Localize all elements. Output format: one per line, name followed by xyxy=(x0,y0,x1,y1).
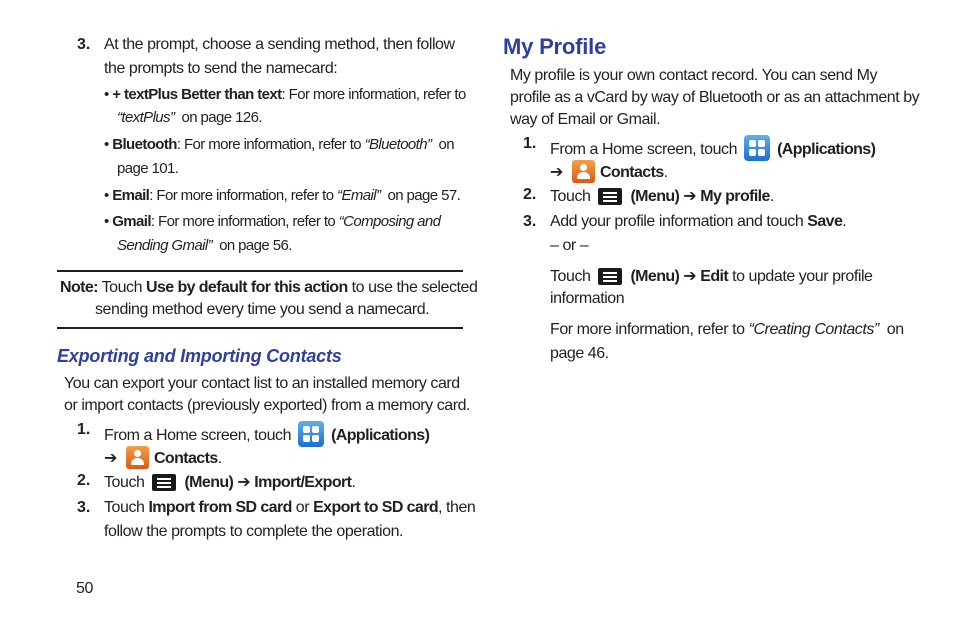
page-reference: page 46. xyxy=(550,345,609,362)
step-text: At the prompt, choose a sending method, then follow xyxy=(104,36,455,53)
bullet: • xyxy=(104,213,109,230)
bullet-text: : For more information, refer to xyxy=(149,187,338,204)
step-text: to update your profile xyxy=(728,268,873,285)
option-import: Import from SD card xyxy=(148,499,292,516)
step-text: For more information, refer to xyxy=(550,321,749,338)
step-line xyxy=(550,135,875,161)
intro-text: or import contacts (previously exported) from a memory card. xyxy=(64,397,471,414)
step-line xyxy=(104,499,475,517)
step-line xyxy=(104,421,429,447)
step-text: information xyxy=(550,290,625,307)
menu-option: My profile xyxy=(700,188,770,205)
page-reference: on page 126. xyxy=(181,109,262,126)
menu-key-icon[interactable] xyxy=(152,474,176,491)
cross-reference-link[interactable]: “Creating Contacts” xyxy=(748,321,879,338)
page-reference: on page 57. xyxy=(387,187,461,204)
applications-grid-icon[interactable] xyxy=(744,135,770,161)
note-option: Use by default for this action xyxy=(146,279,348,296)
cross-reference-link[interactable]: “Composing and xyxy=(338,213,441,230)
applications-label: (Applications) xyxy=(331,427,430,444)
intro-text: profile as a vCard by way of Bluetooth or as an attachment by xyxy=(510,89,920,106)
note-label: Note: xyxy=(60,279,98,296)
intro-text: way of Email or Gmail. xyxy=(510,111,661,128)
bullet-item-email xyxy=(104,187,460,204)
menu-label: (Menu) xyxy=(184,474,234,491)
step-text: Touch xyxy=(550,188,591,205)
punctuation: . xyxy=(351,474,356,491)
step-text: or xyxy=(291,499,314,516)
step-number: 3. xyxy=(77,499,91,516)
bullet-label: Gmail xyxy=(112,213,151,230)
note-text: sending method every time you send a namecard. xyxy=(95,301,430,318)
punctuation: . xyxy=(769,188,774,205)
punctuation: . xyxy=(842,213,847,230)
step-line xyxy=(104,472,355,492)
edit-option: Edit xyxy=(700,268,729,285)
section-heading: Exporting and Importing Contacts xyxy=(57,346,342,366)
page-reference: on xyxy=(438,136,455,153)
menu-key-icon[interactable] xyxy=(598,268,622,285)
contacts-label: Contacts xyxy=(153,450,218,467)
cross-reference-link[interactable]: Sending Gmail” xyxy=(117,237,212,254)
bullet-item-bluetooth xyxy=(104,136,454,153)
step-line xyxy=(550,266,873,286)
note-text: Touch xyxy=(97,279,147,296)
bullet-text: : For more information, refer to xyxy=(176,136,365,153)
page-reference: on page 56. xyxy=(219,237,292,254)
bullet-label: + textPlus Better than text xyxy=(112,86,282,103)
note-text: to use the selected xyxy=(347,279,478,296)
step-text: follow the prompts to complete the operation. xyxy=(104,523,404,540)
bullet-text: : For more information, refer to xyxy=(150,213,339,230)
step-text: From a Home screen, touch xyxy=(550,141,738,158)
more-info-line xyxy=(550,321,904,339)
step-number: 1. xyxy=(523,135,537,152)
step-text: , then xyxy=(438,499,476,516)
step-number: 1. xyxy=(77,421,91,438)
step-line xyxy=(550,213,846,231)
page-title: My Profile xyxy=(503,34,607,59)
bullet-item-gmail xyxy=(104,213,440,230)
step-line xyxy=(550,186,774,206)
bullet: • xyxy=(104,187,109,204)
page-number: 50 xyxy=(76,580,93,597)
menu-key-icon[interactable] xyxy=(598,188,622,205)
note-bottom-rule xyxy=(57,327,463,329)
bullet: • xyxy=(104,86,109,103)
step-number: 3. xyxy=(77,36,91,53)
bullet-ref-line xyxy=(117,237,292,254)
arrow-icon: ➔ xyxy=(550,164,563,181)
menu-option: Import/Export xyxy=(254,474,352,491)
arrow-icon: ➔ xyxy=(683,188,697,205)
page-reference: page 101. xyxy=(117,160,179,177)
contacts-label: Contacts xyxy=(599,164,664,181)
note-line xyxy=(60,279,477,297)
bullet-label: Email xyxy=(112,187,150,204)
step-text: Touch xyxy=(104,474,145,491)
option-export: Export to SD card xyxy=(313,499,439,516)
cross-reference-link[interactable]: “Bluetooth” xyxy=(364,136,432,153)
contacts-person-icon[interactable] xyxy=(126,446,149,469)
punctuation: . xyxy=(663,164,668,181)
intro-text: My profile is your own contact record. You can send My xyxy=(510,67,878,84)
step-text: From a Home screen, touch xyxy=(104,427,292,444)
arrow-icon: ➔ xyxy=(104,450,117,467)
step-line xyxy=(550,160,668,183)
step-text: Touch xyxy=(104,499,149,516)
step-number: 2. xyxy=(77,472,91,489)
step-text: Add your profile information and touch xyxy=(550,213,808,230)
menu-label: (Menu) xyxy=(630,188,680,205)
punctuation: . xyxy=(217,450,222,467)
cross-reference-link[interactable]: “textPlus” xyxy=(117,109,175,126)
step-text: Touch xyxy=(550,268,591,285)
bullet: • xyxy=(104,136,109,153)
applications-label: (Applications) xyxy=(777,141,876,158)
bullet-ref-line xyxy=(117,109,262,126)
intro-text: You can export your contact list to an installed memory card xyxy=(64,375,460,392)
bullet-text: : For more information, refer to xyxy=(281,86,466,103)
step-number: 3. xyxy=(523,213,537,230)
arrow-icon: ➔ xyxy=(237,474,251,491)
arrow-icon: ➔ xyxy=(683,268,697,285)
page-reference: on xyxy=(886,321,904,338)
step-number: 2. xyxy=(523,186,537,203)
step-text: the prompts to send the namecard: xyxy=(104,60,338,77)
bullet-label: Bluetooth xyxy=(112,136,177,153)
note-top-rule xyxy=(57,270,463,272)
menu-label: (Menu) xyxy=(630,268,680,285)
contacts-person-icon[interactable] xyxy=(572,160,595,183)
or-separator: – or – xyxy=(550,237,589,254)
save-option: Save xyxy=(807,213,843,230)
bullet-item-textplus xyxy=(104,86,466,103)
applications-grid-icon[interactable] xyxy=(298,421,324,447)
step-line xyxy=(104,446,222,469)
cross-reference-link[interactable]: “Email” xyxy=(337,187,381,204)
